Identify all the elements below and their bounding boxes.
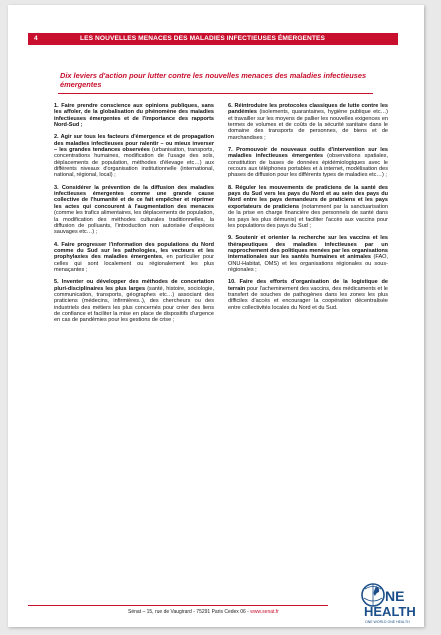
list-item: 7. Promouvoir de nouveaux outils d'intervention sur les maladies infectieuses émergentes (observations spatiales, constitution de bases de données épidémiologiques avec le recours aux téléphones portables et à internet, modélisation des phases de diffusion pour les différents types de maladies etc…) ; (228, 147, 388, 179)
footer-link[interactable]: www.senat.fr (250, 609, 279, 615)
svg-text:NE: NE (385, 588, 405, 604)
page-header-banner (28, 33, 398, 45)
list-item: 8. Réguler les mouvements de praticiens de la santé des pays du Sud vers les pays du Nord et au sein des pays du Nord entre les pays demandeurs de praticiens et les pays exportateurs de praticiens (notamment par la sanctuarisation de la prise en charge financière des personnels de santé dans les pays les plus démunis) et faciliter l'accès aux vaccins pour les populations des pays du Sud ; (228, 184, 389, 229)
list-item: 1. Faire prendre conscience aux opinions publiques, sans les affoler, de la globalisation du phénomène des maladies infectieuses émergentes et de l'importance des rapports Nord-Sud ; (54, 103, 215, 129)
list-item: 4. Faire progresser l'information des populations du Nord comme du Sud sur les pathologies, les vecteurs et les prophylaxies des maladies émergentes, en particulier pour celles qui sont localement ou régionalement les plus menaçantes ; (54, 241, 215, 273)
footer-divider (28, 605, 328, 606)
footer-address: Sénat – 15, rue de Vaugirard - 75291 Paris Cedex 06 - (128, 609, 251, 615)
list-item: 6. Réintroduire les protocoles classiques de lutte contre les pandémies (isolements, quarantaines, hygiène publique etc…) et travailler sur les moyens de pallier les nouvelles exigences en termes de volumes et de coûts de la sécurité sanitaire dans le domaine des transports de personnes, de biens et de marchandises ; (228, 103, 388, 141)
right-column (228, 103, 388, 317)
document-page (8, 5, 424, 627)
list-item: 5. Inventer ou développer des méthodes de concertation pluri-disciplinaires les plus larges (santé, histoire, sociologie, communication, transports, géographes etc…) associant des praticiens (médecins, infirmières..), des chercheurs ou des industriels des métiers les plus concernés pour créer des liens de confiance et faciliter la mise en place de dispositifs d'urgence en cas de pandémies pour les gestions de crise ; (54, 279, 215, 324)
one-health-logo-icon (343, 580, 433, 625)
chapter-title: LES NOUVELLES MENACES DES MALADIES INFECTIEUSES ÉMERGENTES (80, 35, 326, 42)
section-title-underline (58, 93, 373, 94)
svg-text:HEALTH: HEALTH (364, 604, 416, 619)
page-footer (128, 609, 279, 615)
list-item: 10. Faire des efforts d'organisation de la logistique de terrain pour l'acheminement des vaccins, des médicaments et le transfert de souches de pathogènes dans les zones les plus difficiles d'accès et encourager la coopération décentralisée entre collectivités locales du Nord et du Sud. (228, 279, 388, 311)
left-column (54, 103, 214, 330)
list-item: 9. Soutenir et orienter la recherche sur les vaccins et les thérapeutiques des maladies infectieuses par un rapprochement des politiques menées par les organisations internationales sur les santés humaines et animales (FAO, ONU-Habitat, OMS) et les organisations régionales ou sous-régionales ; (228, 235, 388, 273)
svg-text:ONE WORLD ONE HEALTH: ONE WORLD ONE HEALTH (365, 620, 410, 624)
section-title: Dix leviers d'action pour lutter contre les nouvelles menaces des maladies infectieuses émergentes (60, 71, 367, 89)
list-item: 3. Considérer la prévention de la diffusion des maladies infectieuses émergentes comme une grande cause collective de l'humanité et de ce fait empêcher et réprimer les actes qui concourent à l'augmentation des menaces (comme les trafics alimentaires, les déplacements de population, la modification des méthodes culturales traditionnelles, la diffusion de polluants, l'introduction non autorisée d'espèces sauvages etc…) ; (54, 184, 214, 236)
page-number: 4 (34, 35, 38, 42)
list-item: 2. Agir sur tous les facteurs d'émergence et de propagation des maladies infectieuses pour ralentir – ou mieux inverser – les grandes tendances observées (urbanisation, transports, concentrations humaines, modification de l'usage des sols, déplacements de population, méthodes d'élevage etc…) aux différents niveaux d'organisation institutionnelle (international, national, régional, local) ; (54, 134, 214, 179)
